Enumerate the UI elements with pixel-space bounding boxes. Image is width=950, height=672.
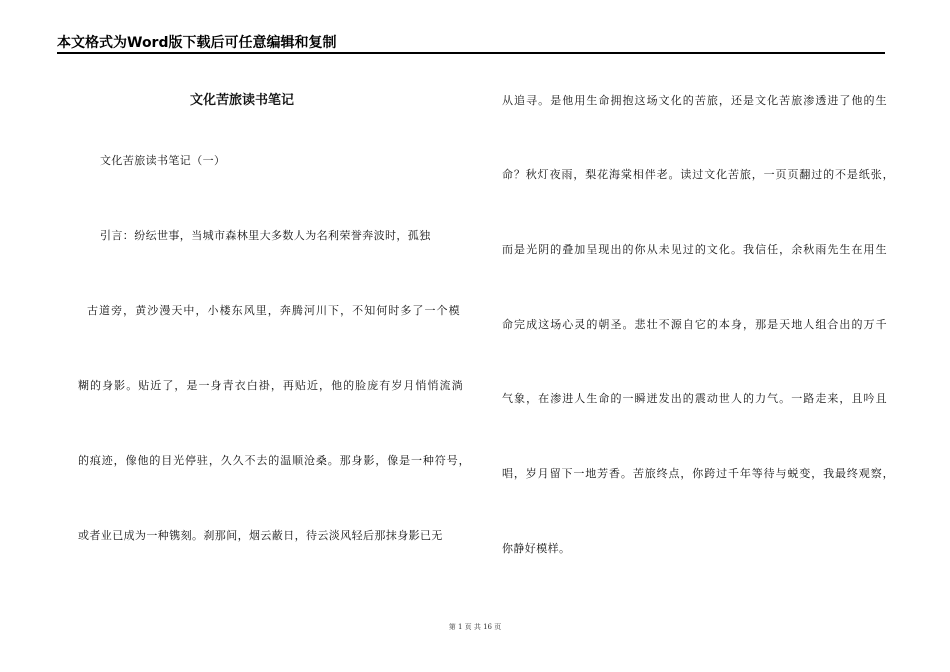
header-banner: 本文格式为Word版下载后可任意编辑和复制: [57, 35, 337, 51]
paragraph-line: 气象，在渗进人生命的一瞬迸发出的震动世人的力气。一路走来，且吟且: [502, 392, 887, 405]
paragraph-line: 古道旁，黄沙漫天中，小楼东风里，奔腾河川下，不知何时多了一个模: [87, 304, 460, 317]
document-title: 文化苦旅读书笔记: [190, 93, 295, 108]
paragraph-line: 或者业已成为一种镌刻。刹那间，烟云蔽日，待云淡风轻后那抹身影已无: [78, 529, 443, 542]
paragraph-line: 从追寻。是他用生命拥抱这场文化的苦旅，还是文化苦旅渗透进了他的生: [502, 94, 887, 107]
paragraph-line: 命完成这场心灵的朝圣。悲壮不源自它的本身，那是天地人组合出的万千: [502, 318, 887, 331]
paragraph-line: 你静好模样。: [502, 542, 571, 555]
paragraph-line: 糊的身影。贴近了，是一身青衣白褂，再贴近，他的脸庞有岁月悄悄流淌: [78, 379, 463, 392]
paragraph-line: 命？秋灯夜雨，梨花海棠相伴老。读过文化苦旅，一页页翻过的不是纸张，: [502, 168, 894, 181]
subheading: 文化苦旅读书笔记（一）: [100, 154, 226, 167]
paragraph-line: 唱，岁月留下一地芳香。苦旅终点，你跨过千年等待与蜕变，我最终观察，: [502, 467, 894, 480]
page-number-footer: 第 1 页 共 16 页: [448, 623, 502, 631]
paragraph-line: 引言：纷纭世事，当城市森林里大多数人为名利荣誉奔波时，孤独: [100, 229, 431, 242]
paragraph-line: 而是光阴的叠加呈现出的你从未见过的文化。我信任，余秋雨先生在用生: [502, 243, 887, 256]
paragraph-line: 的痕迹，像他的目光停驻，久久不去的温顺沧桑。那身影，像是一种符号，: [78, 454, 470, 467]
header-divider: [57, 52, 885, 54]
